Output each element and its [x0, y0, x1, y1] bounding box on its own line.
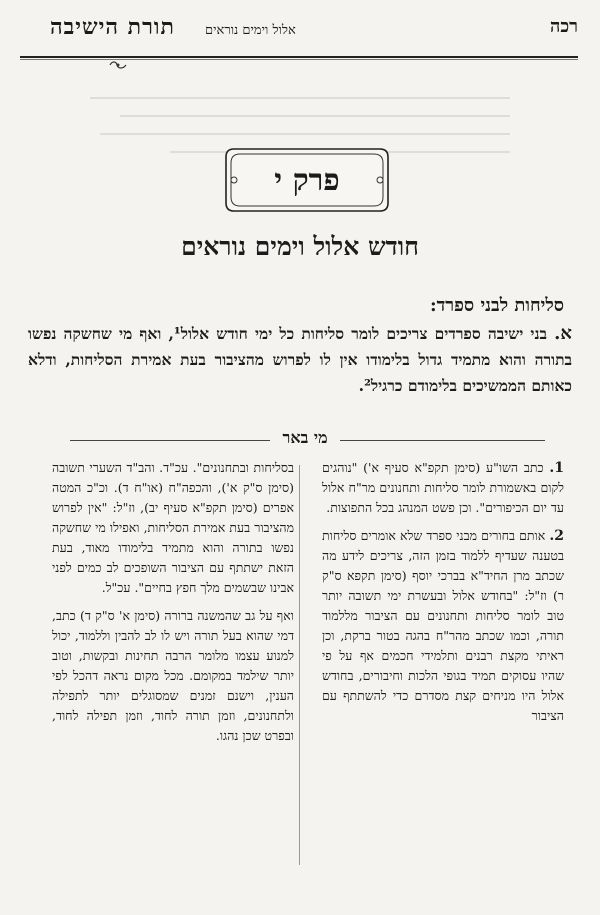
header-rule-thin [20, 59, 578, 60]
footnote [322, 458, 564, 518]
footnote [322, 526, 564, 726]
commentary-left-column [52, 458, 294, 754]
divider-line-left [70, 440, 270, 441]
commentary-right-column [322, 458, 564, 734]
divider-line-right [340, 440, 545, 441]
column-separator [299, 465, 300, 865]
page-number: רכה [550, 16, 578, 37]
footnote-number: 2. [549, 528, 564, 544]
header-ornament-icon [108, 60, 128, 70]
footnote-text: כתב השו"ע (סימן תקפ"א סעיף א') "נוהגים לקום באשמורת לומר סליחות ותחנונים מר"ח אלול עד יום הכיפורים". וכן פשט המנהג בכל התפוצות. [322, 460, 564, 515]
paragraph-letter: א. [554, 323, 572, 344]
book-title: תורת הישיבה [50, 14, 175, 40]
footnote-continuation: בסליחות ובתחנונים". עכ"ד. והב"ד השערי תשובה (סימן ס"ק א'), והכפה"ח (או"ח ד). וכ"כ המטה אפרים (סימן תקפ"א סעיף יב), וז"ל: "אין לפרוש מהציבור בעת אמירת הסליחות, ואפילו מי שחשקה נפשו בתורה והוא מתמיד בלימודו מאוד, בעת הזאת ישתתף עם הציבור השופכים לב כמים לפני אבינו שבשמים מלך חפץ בחיים". עכ"ל. [52, 460, 294, 595]
chapter-heading: חודש אלול וימים נוראים [181, 232, 419, 261]
main-paragraph [28, 321, 572, 399]
header-rule [20, 56, 578, 58]
footnote-number: 1. [549, 460, 564, 476]
paragraph-text: בני ישיבה ספרדים צריכים לומר סליחות כל ימי חודש אלול¹, ואף מי שחשקה נפשו בתורה והוא מתמיד גדול בלימודו אין לו לפרוש מהציבור בעת אמירת הסליחות, ודלא כאותם הממשיכים בלימודם כרגיל². [28, 324, 572, 395]
chapter-label: פרק י [274, 162, 340, 198]
section-title: אלול וימים נוראים [205, 23, 296, 38]
footnote-text: אותם בחורים מבני ספרד שלא אומרים סליחות בטענה שעדיף ללמוד בזמן הזה, צריכים לידע מה שכתב מרן החיד"א בברכי יוסף (סימן תקפא ס"ק ר) וז"ל: "בחודש אלול ובעשרת ימי תשובה יותר טוב לומר סליחות ותחנונים עם הציבור מללמוד תורה, וכמו שכתב מהר"ח בהגה בטור ברקת, וכן ראיתי מקצת רבנים ותלמידי חכמים אף על פי שהיו עסוקים תמיד בגופי הלכות וחיבורים, בחודש אלול היו מניחים קצת מסדרם כדי להשתתף עם הציבור [322, 528, 564, 723]
subsection-heading: סליחות לבני ספרד: [430, 295, 564, 316]
commentary-label: מי באר [282, 428, 328, 447]
footnote-continuation: ואף על גב שהמשנה ברורה (סימן א' ס"ק ד) כתב, דמי שהוא בעל תורה ויש לו לב להבין וללמוד, יכול למנוע עצמו מלומר הרבה תחינות ובקשות, וטוב יותר שילמד במקומם. מכל מקום נראה דהכל לפי הענין, וישנם זמנים שמסוגלים יותר לתפילה ולתחנונים, וזמן תורה לחוד, וזמן תפילה לחוד, ובפרט שכן נהגו. [52, 608, 294, 743]
